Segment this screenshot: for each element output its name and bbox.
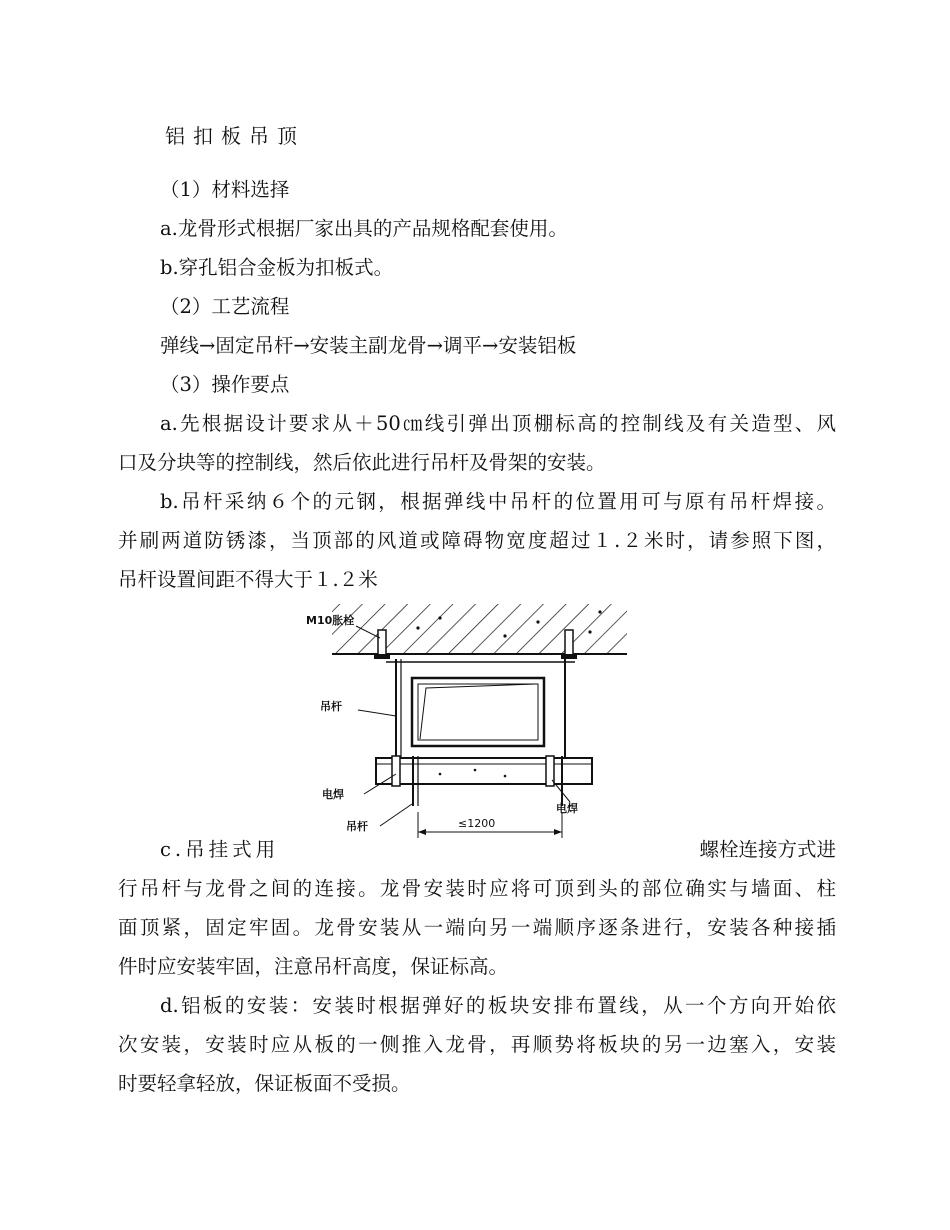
- section-2-heading: （2）工艺流程: [160, 295, 290, 318]
- section-3-item-c-line4: 件时应安装牢固，注意吊杆高度，保证标高。: [118, 955, 509, 978]
- section-1-item-b: b.穿孔铝合金板为扣板式。: [160, 256, 394, 279]
- section-3-item-b-line1: b.吊杆采纳６个的元钢，根据弹线中吊杆的位置用可与原有吊杆焊接。: [160, 490, 836, 513]
- section-3-item-d-line1: d.铝板的安装：安装时根据弹好的板块安排布置线，从一个方向开始依: [160, 994, 836, 1017]
- section-3-item-d-line2: 次安装，安装时应从板的一侧推入龙骨，再顺势将板块的另一边塞入，安装: [118, 1033, 836, 1056]
- ceiling-hanger-diagram: [300, 598, 640, 842]
- label-rod-top: 吊杆: [320, 700, 342, 713]
- section-3-item-a-line1: a.先根据设计要求从＋50㎝线引弹出顶棚标高的控制线及有关造型、风: [160, 412, 836, 435]
- label-weld-right: 电焊: [556, 802, 578, 815]
- section-3-item-a-line2: 口及分块等的控制线，然后依此进行吊杆及骨架的安装。: [118, 451, 606, 474]
- doc-title: 铝扣板吊顶: [165, 124, 305, 148]
- label-weld-left: 电焊: [322, 788, 344, 801]
- section-3-item-b-line2: 并刷两道防锈漆，当顶部的风道或障碍物宽度超过１.２米时，请参照下图，: [118, 529, 836, 552]
- section-2-flow: 弹线→固定吊杆→安装主副龙骨→调平→安装铝板: [160, 334, 577, 357]
- label-bolt: M10胀栓: [306, 614, 355, 627]
- section-1-heading: （1）材料选择: [160, 178, 290, 201]
- section-3-item-c-start: c.吊挂式用: [160, 838, 280, 861]
- lower-frame: [376, 758, 592, 784]
- section-3-item-d-line3: 时要轻拿轻放，保证板面不受损。: [118, 1072, 411, 1095]
- section-3-item-b-line3: 吊杆设置间距不得大于１.２米: [118, 568, 378, 591]
- concrete-slab: [332, 604, 627, 654]
- section-1-item-a: a.龙骨形式根据厂家出具的产品规格配套使用。: [160, 217, 568, 240]
- section-3-heading: （3）操作要点: [160, 373, 290, 396]
- label-rod-bottom: 吊杆: [346, 820, 368, 833]
- label-spacing: ≤1200: [458, 817, 496, 830]
- section-3-item-c-line2: 行吊杆与龙骨之间的连接。龙骨安装时应将可顶到头的部位确实与墙面、柱: [118, 877, 836, 900]
- section-3-item-c-end: 螺栓连接方式进: [699, 838, 836, 861]
- section-3-item-c-line3: 面顶紧，固定牢固。龙骨安装从一端向另一端顺序逐条进行，安装各种接插: [118, 916, 836, 939]
